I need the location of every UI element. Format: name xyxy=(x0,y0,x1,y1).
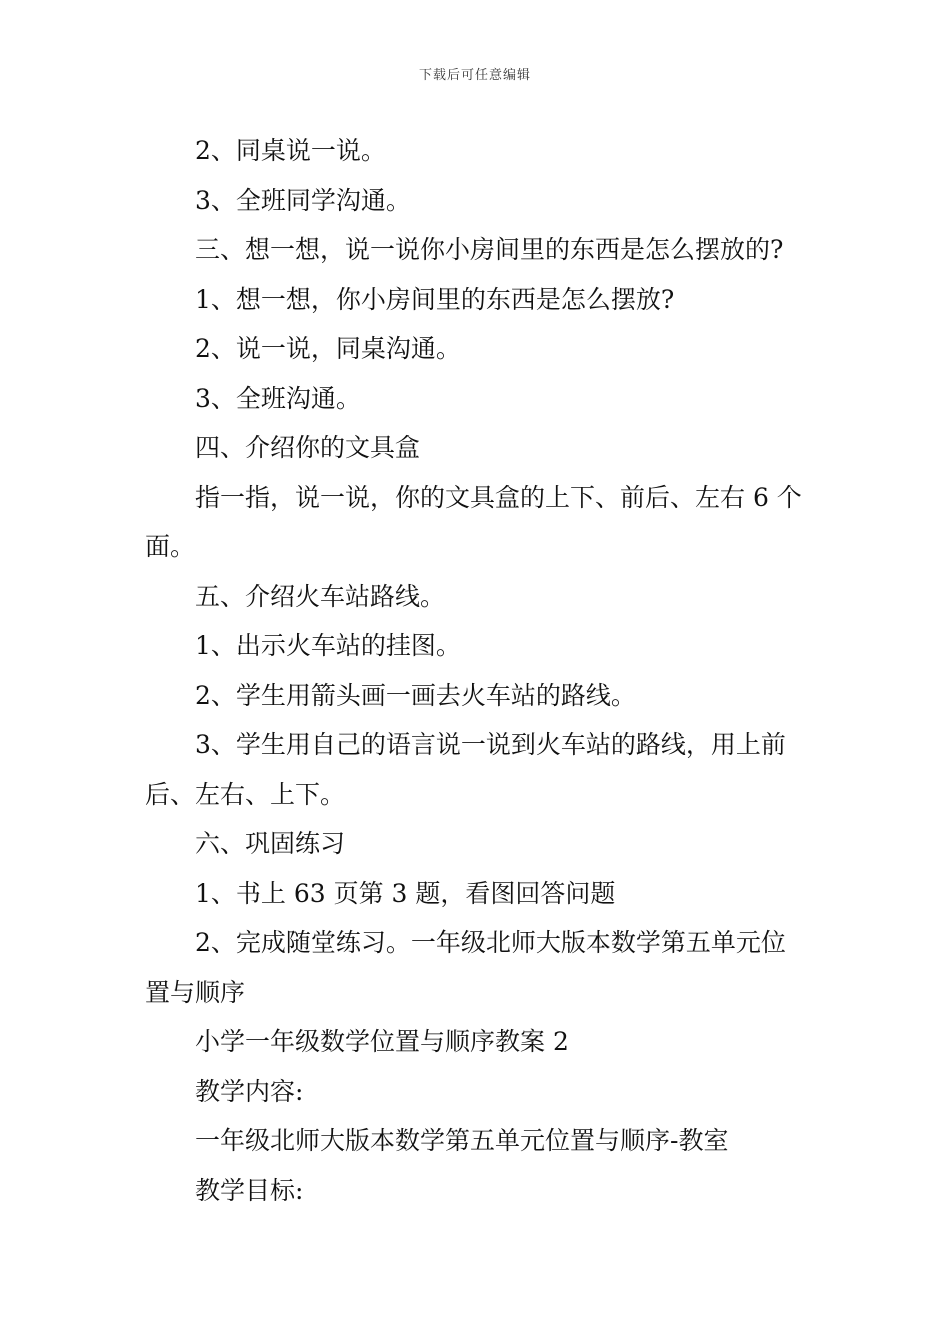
paragraph: 1、书上 63 页第 3 题，看图回答问题 xyxy=(195,878,616,908)
paragraph: 3、学生用自己的语言说一说到火车站的路线，用上前后、左右、上下。 xyxy=(145,730,786,809)
document-body xyxy=(145,126,810,1215)
section-heading: 五、介绍火车站路线。 xyxy=(195,581,446,611)
paragraph: 2、同桌说一说。 xyxy=(195,136,386,165)
paragraph: 1、想一想，你小房间里的东西是怎么摆放? xyxy=(195,284,675,314)
paragraph: 3、全班同学沟通。 xyxy=(195,185,411,215)
section-heading: 六、巩固练习 xyxy=(195,829,346,858)
label-teaching-content: 教学内容: xyxy=(195,1076,304,1106)
paragraph: 1、出示火车站的挂图。 xyxy=(195,631,461,660)
paragraph: 2、学生用箭头画一画去火车站的路线。 xyxy=(195,680,636,710)
paragraph: 2、说一说，同桌沟通。 xyxy=(195,334,461,363)
paragraph: 2、完成随堂练习。一年级北师大版本数学第五单元位置与顺序 xyxy=(145,928,786,1007)
section-heading: 四、介绍你的文具盒 xyxy=(195,433,421,462)
paragraph: 3、全班沟通。 xyxy=(195,383,361,413)
paragraph: 一年级北师大版本数学第五单元位置与顺序-教室 xyxy=(195,1126,729,1155)
document-title: 小学一年级数学位置与顺序教案 2 xyxy=(195,1027,569,1056)
label-teaching-goals: 教学目标: xyxy=(195,1175,304,1205)
page-header: 下载后可任意编辑 xyxy=(418,68,531,83)
paragraph: 指一指，说一说，你的文具盒的上下、前后、左右 6 个面。 xyxy=(145,482,802,561)
section-heading: 三、想一想，说一说你小房间里的东西是怎么摆放的? xyxy=(195,235,784,264)
